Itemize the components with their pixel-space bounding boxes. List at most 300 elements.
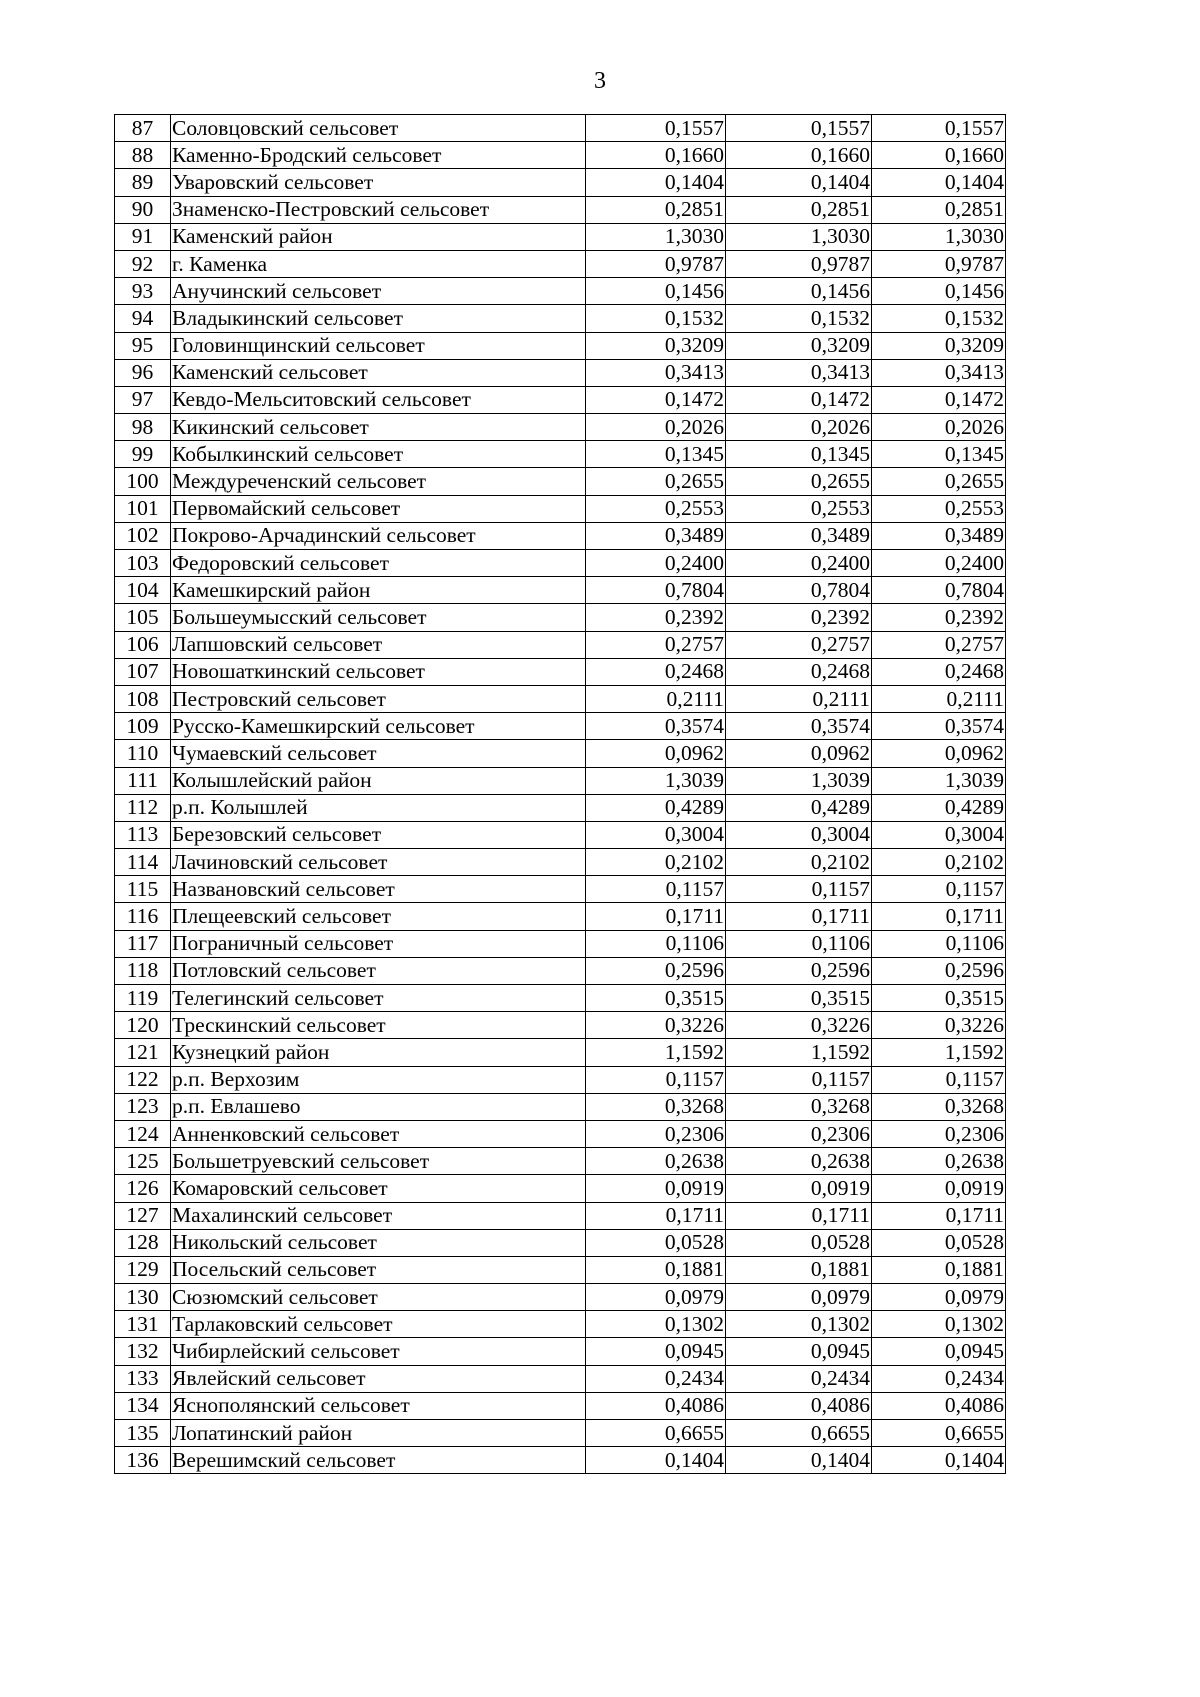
value-1-cell: 0,0919 <box>586 1175 726 1202</box>
row-number-cell: 128 <box>115 1229 171 1256</box>
table-row <box>115 903 1006 930</box>
row-number-cell: 123 <box>115 1093 171 1120</box>
municipality-name-cell: Пограничный сельсовет <box>171 930 586 957</box>
municipality-name-cell: Кобылкинский сельсовет <box>171 441 586 468</box>
value-3-cell: 0,1157 <box>872 1066 1006 1093</box>
table-row <box>115 1392 1006 1419</box>
row-number-cell: 114 <box>115 849 171 876</box>
value-1-cell: 0,4086 <box>586 1392 726 1419</box>
municipality-name-cell: Каменно-Бродский сельсовет <box>171 142 586 169</box>
value-1-cell: 0,1456 <box>586 278 726 305</box>
row-number-cell: 97 <box>115 386 171 413</box>
value-3-cell: 0,4086 <box>872 1392 1006 1419</box>
municipality-name-cell: р.п. Колышлей <box>171 794 586 821</box>
table-row <box>115 821 1006 848</box>
value-3-cell: 0,1711 <box>872 1202 1006 1229</box>
value-2-cell: 0,2468 <box>726 658 872 685</box>
municipality-name-cell: Каменский сельсовет <box>171 359 586 386</box>
row-number-cell: 87 <box>115 115 171 142</box>
row-number-cell: 133 <box>115 1365 171 1392</box>
table-row <box>115 767 1006 794</box>
value-3-cell: 0,0962 <box>872 740 1006 767</box>
table-row <box>115 631 1006 658</box>
row-number-cell: 120 <box>115 1012 171 1039</box>
value-3-cell: 1,1592 <box>872 1039 1006 1066</box>
municipality-name-cell: Знаменско-Пестровский сельсовет <box>171 196 586 223</box>
value-1-cell: 0,1711 <box>586 1202 726 1229</box>
value-2-cell: 0,3268 <box>726 1093 872 1120</box>
value-2-cell: 0,3226 <box>726 1012 872 1039</box>
value-3-cell: 0,9787 <box>872 250 1006 277</box>
municipality-name-cell: Верешимский сельсовет <box>171 1447 586 1474</box>
value-1-cell: 0,0528 <box>586 1229 726 1256</box>
value-3-cell: 0,7804 <box>872 577 1006 604</box>
municipality-name-cell: р.п. Евлашево <box>171 1093 586 1120</box>
row-number-cell: 100 <box>115 468 171 495</box>
row-number-cell: 93 <box>115 278 171 305</box>
value-1-cell: 0,0979 <box>586 1284 726 1311</box>
municipality-name-cell: Телегинский сельсовет <box>171 985 586 1012</box>
table-row <box>115 930 1006 957</box>
value-2-cell: 0,3515 <box>726 985 872 1012</box>
row-number-cell: 96 <box>115 359 171 386</box>
row-number-cell: 117 <box>115 930 171 957</box>
row-number-cell: 124 <box>115 1120 171 1147</box>
row-number-cell: 110 <box>115 740 171 767</box>
value-1-cell: 0,2026 <box>586 414 726 441</box>
value-2-cell: 0,1881 <box>726 1256 872 1283</box>
row-number-cell: 108 <box>115 685 171 712</box>
value-1-cell: 1,3039 <box>586 767 726 794</box>
value-2-cell: 0,2851 <box>726 196 872 223</box>
value-2-cell: 0,3489 <box>726 522 872 549</box>
municipality-name-cell: Каменский район <box>171 223 586 250</box>
row-number-cell: 99 <box>115 441 171 468</box>
value-2-cell: 0,1404 <box>726 1447 872 1474</box>
municipality-name-cell: Головинщинский сельсовет <box>171 332 586 359</box>
table-row <box>115 1012 1006 1039</box>
row-number-cell: 102 <box>115 522 171 549</box>
table-row <box>115 604 1006 631</box>
table-row <box>115 250 1006 277</box>
row-number-cell: 122 <box>115 1066 171 1093</box>
row-number-cell: 88 <box>115 142 171 169</box>
value-3-cell: 0,2400 <box>872 550 1006 577</box>
value-3-cell: 0,1660 <box>872 142 1006 169</box>
value-3-cell: 0,2306 <box>872 1120 1006 1147</box>
value-3-cell: 0,2102 <box>872 849 1006 876</box>
value-1-cell: 0,2468 <box>586 658 726 685</box>
data-table <box>114 114 1006 1474</box>
municipality-name-cell: Новошаткинский сельсовет <box>171 658 586 685</box>
value-2-cell: 0,1106 <box>726 930 872 957</box>
row-number-cell: 105 <box>115 604 171 631</box>
value-3-cell: 0,2655 <box>872 468 1006 495</box>
value-3-cell: 0,1302 <box>872 1311 1006 1338</box>
value-1-cell: 0,9787 <box>586 250 726 277</box>
row-number-cell: 111 <box>115 767 171 794</box>
value-1-cell: 0,2553 <box>586 495 726 522</box>
value-1-cell: 0,1557 <box>586 115 726 142</box>
row-number-cell: 112 <box>115 794 171 821</box>
value-3-cell: 0,3226 <box>872 1012 1006 1039</box>
row-number-cell: 95 <box>115 332 171 359</box>
value-1-cell: 0,2102 <box>586 849 726 876</box>
table-row <box>115 522 1006 549</box>
row-number-cell: 94 <box>115 305 171 332</box>
value-1-cell: 0,1157 <box>586 1066 726 1093</box>
row-number-cell: 104 <box>115 577 171 604</box>
value-2-cell: 0,1404 <box>726 169 872 196</box>
row-number-cell: 103 <box>115 550 171 577</box>
table-row <box>115 1120 1006 1147</box>
value-3-cell: 0,1345 <box>872 441 1006 468</box>
municipality-name-cell: Лапшовский сельсовет <box>171 631 586 658</box>
table-row <box>115 658 1006 685</box>
table-body <box>115 115 1006 1474</box>
value-2-cell: 0,0962 <box>726 740 872 767</box>
row-number-cell: 101 <box>115 495 171 522</box>
row-number-cell: 129 <box>115 1256 171 1283</box>
value-1-cell: 0,1881 <box>586 1256 726 1283</box>
table-row <box>115 985 1006 1012</box>
value-1-cell: 0,1472 <box>586 386 726 413</box>
municipality-name-cell: Русско-Камешкирский сельсовет <box>171 713 586 740</box>
value-2-cell: 0,0528 <box>726 1229 872 1256</box>
municipality-name-cell: Комаровский сельсовет <box>171 1175 586 1202</box>
value-2-cell: 0,1532 <box>726 305 872 332</box>
value-2-cell: 0,4289 <box>726 794 872 821</box>
value-2-cell: 0,1472 <box>726 386 872 413</box>
value-2-cell: 0,3209 <box>726 332 872 359</box>
row-number-cell: 90 <box>115 196 171 223</box>
municipality-name-cell: Чумаевский сельсовет <box>171 740 586 767</box>
municipality-name-cell: Потловский сельсовет <box>171 957 586 984</box>
municipality-name-cell: Первомайский сельсовет <box>171 495 586 522</box>
table-row <box>115 794 1006 821</box>
value-1-cell: 0,1345 <box>586 441 726 468</box>
municipality-name-cell: Сюзюмский сельсовет <box>171 1284 586 1311</box>
value-1-cell: 0,3209 <box>586 332 726 359</box>
table-row <box>115 414 1006 441</box>
value-3-cell: 0,1157 <box>872 876 1006 903</box>
value-2-cell: 0,2553 <box>726 495 872 522</box>
value-1-cell: 0,7804 <box>586 577 726 604</box>
row-number-cell: 126 <box>115 1175 171 1202</box>
row-number-cell: 125 <box>115 1148 171 1175</box>
value-1-cell: 0,3574 <box>586 713 726 740</box>
row-number-cell: 127 <box>115 1202 171 1229</box>
table-row <box>115 1420 1006 1447</box>
value-1-cell: 0,1660 <box>586 142 726 169</box>
value-3-cell: 0,2638 <box>872 1148 1006 1175</box>
value-3-cell: 0,1532 <box>872 305 1006 332</box>
value-2-cell: 1,3039 <box>726 767 872 794</box>
value-1-cell: 1,3030 <box>586 223 726 250</box>
value-1-cell: 0,1157 <box>586 876 726 903</box>
page-number: 3 <box>594 68 606 94</box>
municipality-name-cell: Кузнецкий район <box>171 1039 586 1066</box>
value-3-cell: 0,2468 <box>872 658 1006 685</box>
row-number-cell: 116 <box>115 903 171 930</box>
value-1-cell: 0,2757 <box>586 631 726 658</box>
value-3-cell: 0,2851 <box>872 196 1006 223</box>
municipality-name-cell: Междуреченский сельсовет <box>171 468 586 495</box>
value-3-cell: 0,6655 <box>872 1420 1006 1447</box>
row-number-cell: 106 <box>115 631 171 658</box>
table-row <box>115 196 1006 223</box>
value-3-cell: 1,3030 <box>872 223 1006 250</box>
value-2-cell: 0,4086 <box>726 1392 872 1419</box>
row-number-cell: 113 <box>115 821 171 848</box>
value-3-cell: 0,1557 <box>872 115 1006 142</box>
row-number-cell: 130 <box>115 1284 171 1311</box>
value-2-cell: 0,1157 <box>726 876 872 903</box>
value-3-cell: 0,3268 <box>872 1093 1006 1120</box>
table-row <box>115 550 1006 577</box>
value-2-cell: 0,1456 <box>726 278 872 305</box>
value-3-cell: 0,0979 <box>872 1284 1006 1311</box>
value-2-cell: 1,1592 <box>726 1039 872 1066</box>
table-row <box>115 1284 1006 1311</box>
table-row <box>115 740 1006 767</box>
value-3-cell: 0,2757 <box>872 631 1006 658</box>
municipality-name-cell: Колышлейский район <box>171 767 586 794</box>
value-1-cell: 0,3489 <box>586 522 726 549</box>
value-2-cell: 1,3030 <box>726 223 872 250</box>
value-2-cell: 0,0919 <box>726 1175 872 1202</box>
row-number-cell: 92 <box>115 250 171 277</box>
value-2-cell: 0,1557 <box>726 115 872 142</box>
table-row <box>115 849 1006 876</box>
value-3-cell: 0,2026 <box>872 414 1006 441</box>
value-2-cell: 0,2400 <box>726 550 872 577</box>
value-3-cell: 0,1881 <box>872 1256 1006 1283</box>
municipality-name-cell: Махалинский сельсовет <box>171 1202 586 1229</box>
municipality-name-cell: Названовский сельсовет <box>171 876 586 903</box>
value-2-cell: 0,1660 <box>726 142 872 169</box>
table-row <box>115 142 1006 169</box>
row-number-cell: 91 <box>115 223 171 250</box>
value-2-cell: 0,6655 <box>726 1420 872 1447</box>
municipality-name-cell: Березовский сельсовет <box>171 821 586 848</box>
table-row <box>115 1066 1006 1093</box>
municipality-name-cell: г. Каменка <box>171 250 586 277</box>
value-3-cell: 0,2111 <box>872 685 1006 712</box>
table-row <box>115 169 1006 196</box>
value-1-cell: 0,2596 <box>586 957 726 984</box>
value-3-cell: 0,4289 <box>872 794 1006 821</box>
row-number-cell: 132 <box>115 1338 171 1365</box>
value-1-cell: 0,1302 <box>586 1311 726 1338</box>
value-2-cell: 0,1345 <box>726 441 872 468</box>
table-row <box>115 685 1006 712</box>
row-number-cell: 134 <box>115 1392 171 1419</box>
value-1-cell: 0,2392 <box>586 604 726 631</box>
municipality-name-cell: Тарлаковский сельсовет <box>171 1311 586 1338</box>
value-2-cell: 0,2596 <box>726 957 872 984</box>
table-row <box>115 223 1006 250</box>
value-1-cell: 0,3515 <box>586 985 726 1012</box>
municipality-name-cell: Лачиновский сельсовет <box>171 849 586 876</box>
value-3-cell: 0,3413 <box>872 359 1006 386</box>
value-2-cell: 0,2655 <box>726 468 872 495</box>
value-2-cell: 0,2757 <box>726 631 872 658</box>
municipality-name-cell: Никольский сельсовет <box>171 1229 586 1256</box>
table-row <box>115 386 1006 413</box>
municipality-name-cell: Трескинский сельсовет <box>171 1012 586 1039</box>
value-2-cell: 0,0945 <box>726 1338 872 1365</box>
table-row <box>115 1093 1006 1120</box>
value-3-cell: 0,0945 <box>872 1338 1006 1365</box>
municipality-name-cell: Покрово-Арчадинский сельсовет <box>171 522 586 549</box>
value-1-cell: 0,2638 <box>586 1148 726 1175</box>
value-3-cell: 0,3489 <box>872 522 1006 549</box>
row-number-cell: 109 <box>115 713 171 740</box>
table-row <box>115 1039 1006 1066</box>
table-row <box>115 1148 1006 1175</box>
table-row <box>115 577 1006 604</box>
municipality-name-cell: Кикинский сельсовет <box>171 414 586 441</box>
table-row <box>115 957 1006 984</box>
municipality-name-cell: Плещеевский сельсовет <box>171 903 586 930</box>
table-row <box>115 1256 1006 1283</box>
value-3-cell: 0,3004 <box>872 821 1006 848</box>
value-1-cell: 0,3268 <box>586 1093 726 1120</box>
value-2-cell: 0,1711 <box>726 1202 872 1229</box>
value-3-cell: 0,3515 <box>872 985 1006 1012</box>
row-number-cell: 89 <box>115 169 171 196</box>
value-1-cell: 0,3226 <box>586 1012 726 1039</box>
value-1-cell: 0,0962 <box>586 740 726 767</box>
table-row <box>115 876 1006 903</box>
municipality-name-cell: р.п. Верхозим <box>171 1066 586 1093</box>
table-row <box>115 1447 1006 1474</box>
row-number-cell: 118 <box>115 957 171 984</box>
value-1-cell: 0,3004 <box>586 821 726 848</box>
value-2-cell: 0,2638 <box>726 1148 872 1175</box>
municipality-name-cell: Владыкинский сельсовет <box>171 305 586 332</box>
value-3-cell: 0,2392 <box>872 604 1006 631</box>
municipality-name-cell: Соловцовский сельсовет <box>171 115 586 142</box>
value-1-cell: 0,1404 <box>586 169 726 196</box>
table-row <box>115 441 1006 468</box>
table-row <box>115 278 1006 305</box>
value-1-cell: 0,2434 <box>586 1365 726 1392</box>
row-number-cell: 131 <box>115 1311 171 1338</box>
value-3-cell: 0,1404 <box>872 1447 1006 1474</box>
table-row <box>115 1311 1006 1338</box>
table-row <box>115 1365 1006 1392</box>
table-row <box>115 713 1006 740</box>
value-1-cell: 0,6655 <box>586 1420 726 1447</box>
value-2-cell: 0,2306 <box>726 1120 872 1147</box>
table-row <box>115 1338 1006 1365</box>
value-1-cell: 0,2851 <box>586 196 726 223</box>
municipality-name-cell: Большетруевский сельсовет <box>171 1148 586 1175</box>
value-2-cell: 0,1157 <box>726 1066 872 1093</box>
table-row <box>115 495 1006 522</box>
value-3-cell: 0,2434 <box>872 1365 1006 1392</box>
table-row <box>115 468 1006 495</box>
municipality-name-cell: Яснополянский сельсовет <box>171 1392 586 1419</box>
municipality-name-cell: Анненковский сельсовет <box>171 1120 586 1147</box>
value-1-cell: 0,1711 <box>586 903 726 930</box>
value-2-cell: 0,2102 <box>726 849 872 876</box>
row-number-cell: 119 <box>115 985 171 1012</box>
value-2-cell: 0,3574 <box>726 713 872 740</box>
table-row <box>115 305 1006 332</box>
municipality-name-cell: Посельский сельсовет <box>171 1256 586 1283</box>
municipality-name-cell: Уваровский сельсовет <box>171 169 586 196</box>
table-row <box>115 115 1006 142</box>
value-3-cell: 0,1456 <box>872 278 1006 305</box>
value-2-cell: 0,2111 <box>726 685 872 712</box>
value-2-cell: 0,2026 <box>726 414 872 441</box>
value-3-cell: 0,1106 <box>872 930 1006 957</box>
row-number-cell: 136 <box>115 1447 171 1474</box>
municipality-name-cell: Камешкирский район <box>171 577 586 604</box>
row-number-cell: 107 <box>115 658 171 685</box>
value-3-cell: 0,1404 <box>872 169 1006 196</box>
value-3-cell: 0,0528 <box>872 1229 1006 1256</box>
value-1-cell: 0,0945 <box>586 1338 726 1365</box>
row-number-cell: 135 <box>115 1420 171 1447</box>
value-2-cell: 0,2434 <box>726 1365 872 1392</box>
value-2-cell: 0,7804 <box>726 577 872 604</box>
value-1-cell: 0,2306 <box>586 1120 726 1147</box>
municipality-name-cell: Анучинский сельсовет <box>171 278 586 305</box>
value-3-cell: 0,2596 <box>872 957 1006 984</box>
value-1-cell: 0,4289 <box>586 794 726 821</box>
municipality-name-cell: Пестровский сельсовет <box>171 685 586 712</box>
value-1-cell: 0,2655 <box>586 468 726 495</box>
table-row <box>115 1202 1006 1229</box>
value-1-cell: 0,2400 <box>586 550 726 577</box>
value-1-cell: 0,1106 <box>586 930 726 957</box>
municipality-name-cell: Федоровский сельсовет <box>171 550 586 577</box>
value-2-cell: 0,3413 <box>726 359 872 386</box>
municipality-name-cell: Кевдо-Мельситовский сельсовет <box>171 386 586 413</box>
municipality-name-cell: Лопатинский район <box>171 1420 586 1447</box>
municipality-name-cell: Явлейский сельсовет <box>171 1365 586 1392</box>
value-3-cell: 0,2553 <box>872 495 1006 522</box>
value-2-cell: 0,9787 <box>726 250 872 277</box>
value-3-cell: 0,1472 <box>872 386 1006 413</box>
value-2-cell: 0,3004 <box>726 821 872 848</box>
row-number-cell: 98 <box>115 414 171 441</box>
municipality-name-cell: Большеумысский сельсовет <box>171 604 586 631</box>
value-3-cell: 0,3574 <box>872 713 1006 740</box>
value-3-cell: 0,1711 <box>872 903 1006 930</box>
table-row <box>115 332 1006 359</box>
value-1-cell: 0,1404 <box>586 1447 726 1474</box>
table-row <box>115 1175 1006 1202</box>
value-1-cell: 0,3413 <box>586 359 726 386</box>
value-2-cell: 0,2392 <box>726 604 872 631</box>
value-1-cell: 0,1532 <box>586 305 726 332</box>
table-row <box>115 359 1006 386</box>
value-3-cell: 0,0919 <box>872 1175 1006 1202</box>
value-2-cell: 0,0979 <box>726 1284 872 1311</box>
municipality-name-cell: Чибирлейский сельсовет <box>171 1338 586 1365</box>
value-2-cell: 0,1711 <box>726 903 872 930</box>
value-1-cell: 1,1592 <box>586 1039 726 1066</box>
table-row <box>115 1229 1006 1256</box>
value-3-cell: 1,3039 <box>872 767 1006 794</box>
row-number-cell: 121 <box>115 1039 171 1066</box>
row-number-cell: 115 <box>115 876 171 903</box>
